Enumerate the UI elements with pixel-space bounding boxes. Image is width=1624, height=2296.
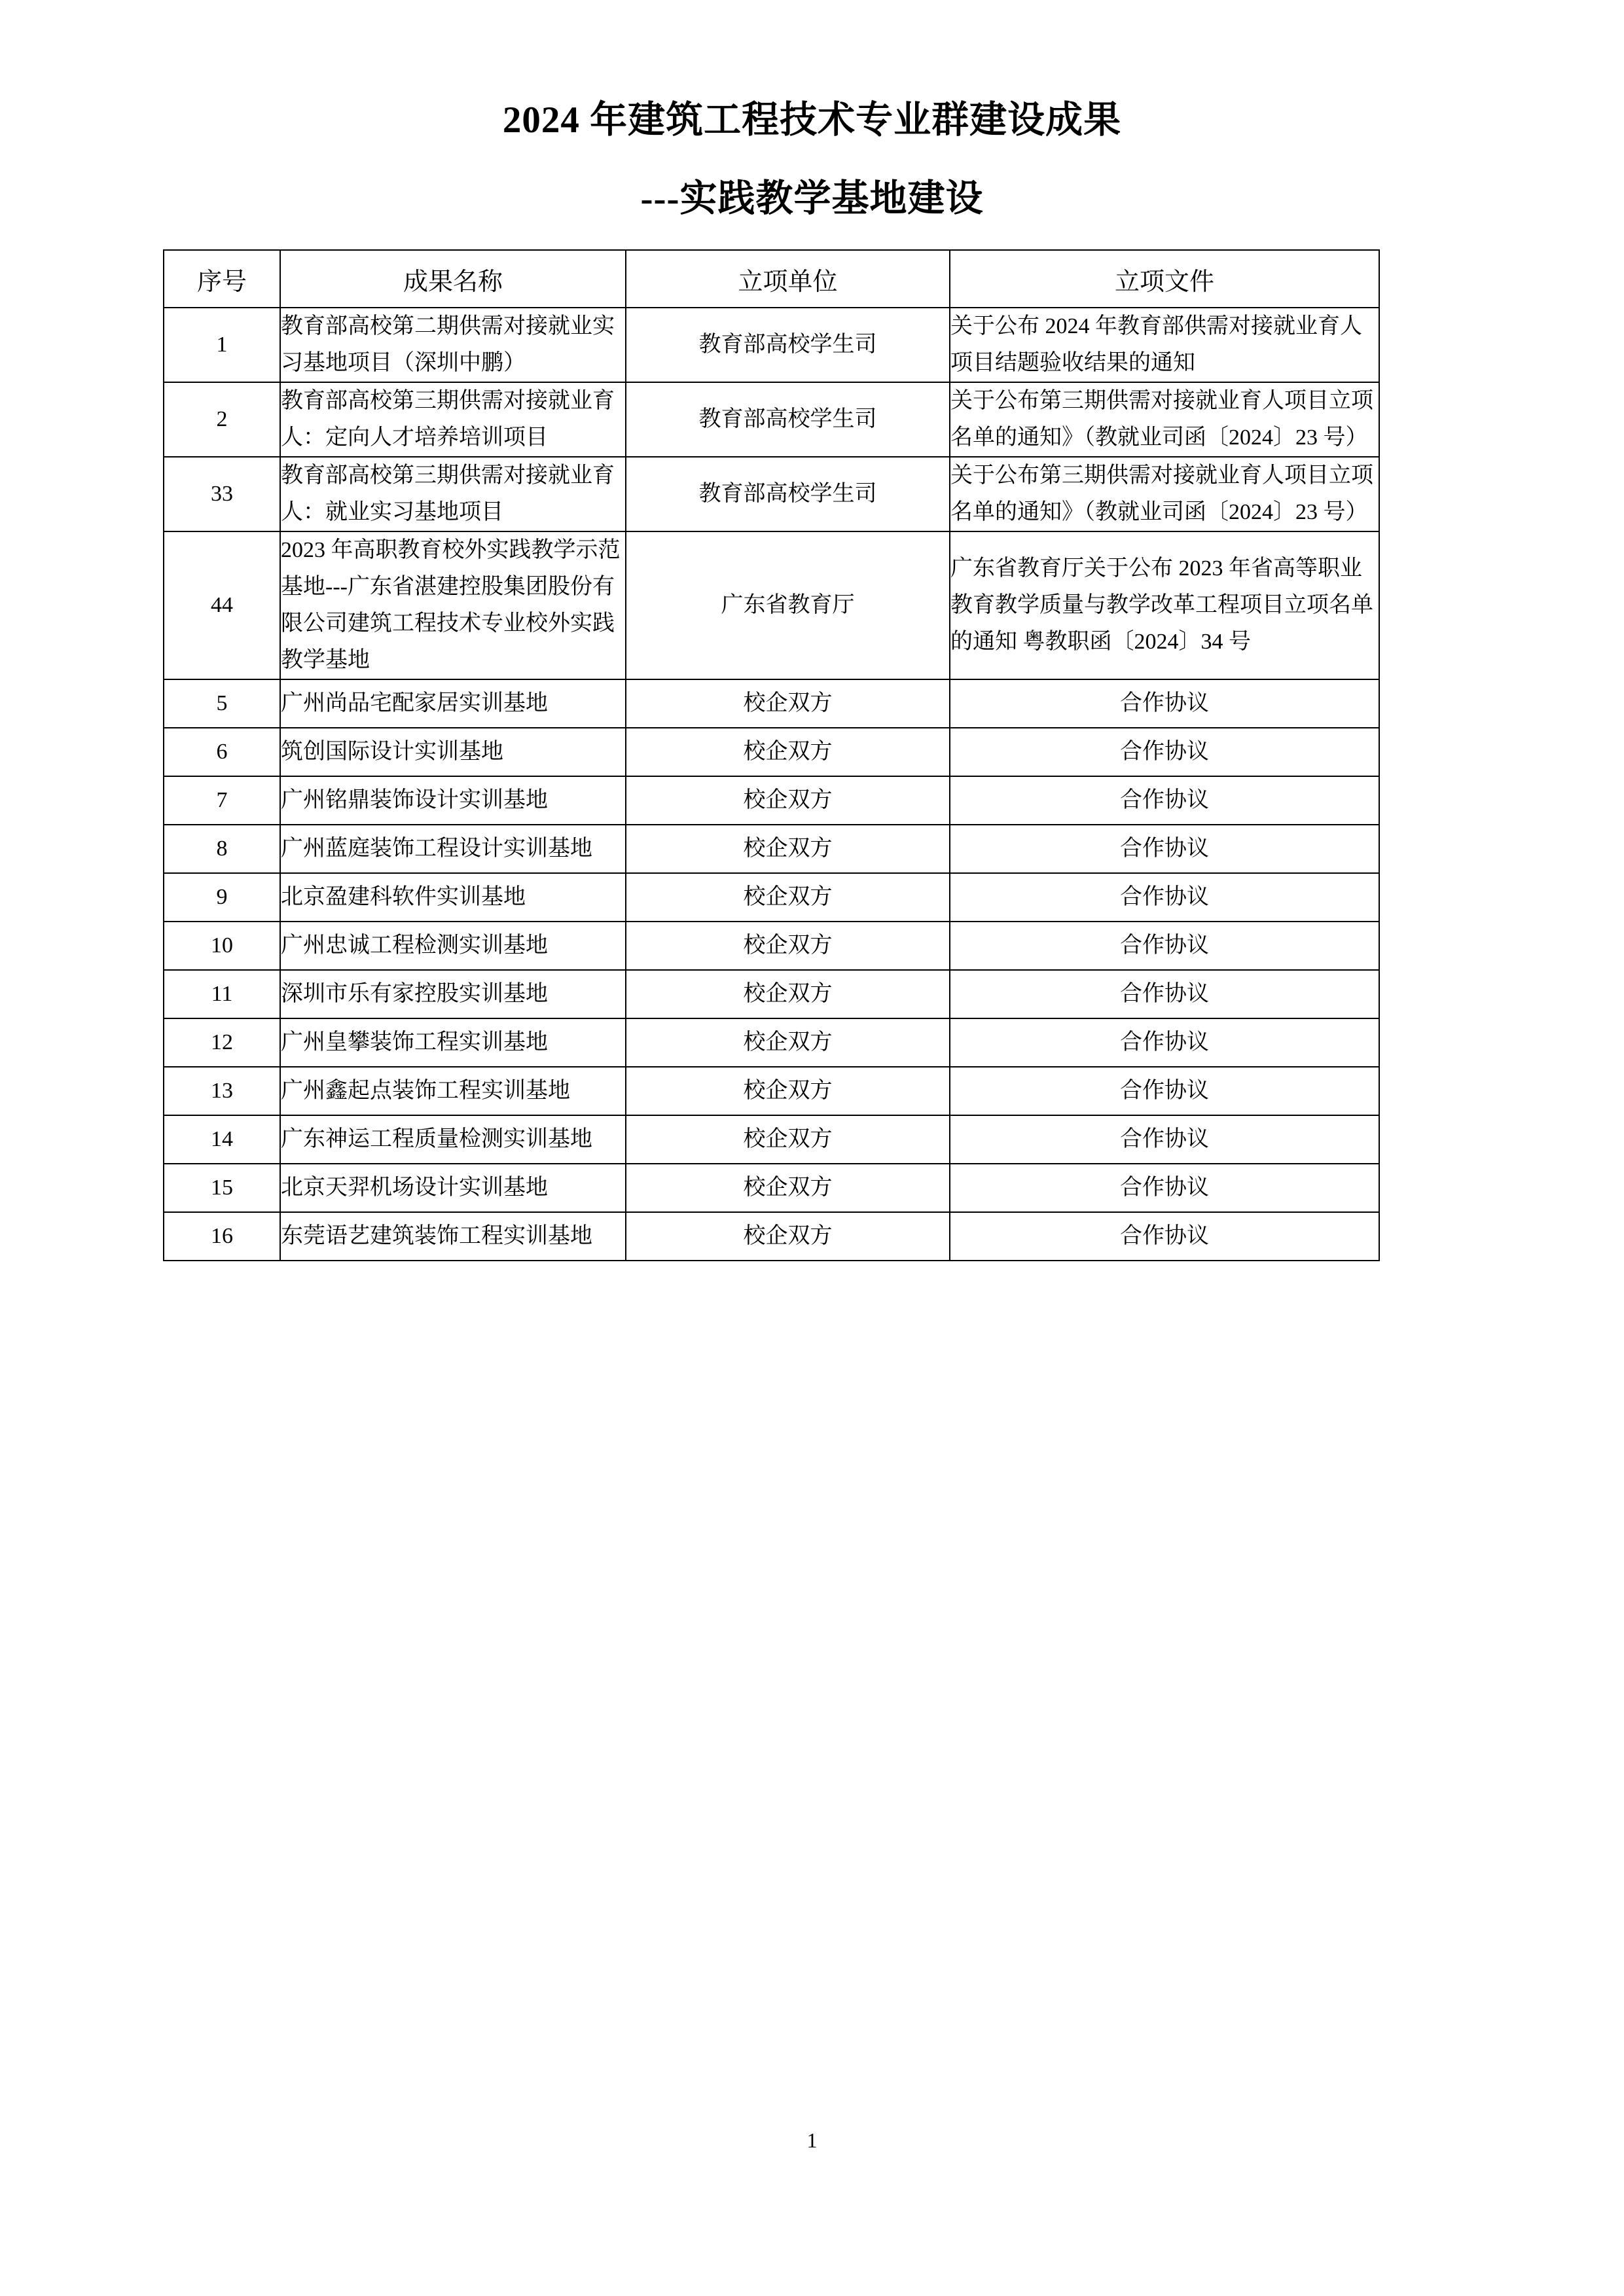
- cell-result-name-text: 东莞语艺建筑装饰工程实训基地: [281, 1224, 592, 1248]
- cell-serial-number-text: 13: [211, 1079, 233, 1103]
- table-row: [164, 1115, 1379, 1164]
- cell-approval-doc-text: 合作协议: [1120, 1127, 1209, 1151]
- column-header-name: 成果名称: [280, 250, 626, 308]
- cell-serial-number-text: 44: [211, 593, 233, 617]
- cell-serial-number: [164, 531, 280, 679]
- cell-approval-doc: [950, 679, 1379, 728]
- cell-serial-number: [164, 1164, 280, 1212]
- cell-approval-doc: [950, 825, 1379, 873]
- cell-approving-unit: [626, 531, 950, 679]
- cell-approval-doc-text: 合作协议: [1120, 885, 1209, 909]
- cell-approving-unit-text: 教育部高校学生司: [698, 407, 877, 431]
- cell-result-name: [280, 728, 626, 776]
- cell-serial-number-text: 11: [211, 982, 233, 1006]
- cell-result-name: [280, 1018, 626, 1067]
- cell-approval-doc-text: 合作协议: [1120, 740, 1209, 764]
- cell-serial-number: [164, 1018, 280, 1067]
- cell-approval-doc-text: 合作协议: [1120, 836, 1209, 861]
- cell-approving-unit: [626, 1115, 950, 1164]
- cell-approval-doc: [950, 776, 1379, 825]
- cell-serial-number: [164, 308, 280, 382]
- table-header: [164, 250, 1379, 308]
- cell-serial-number: [164, 1067, 280, 1115]
- cell-approval-doc-text: 合作协议: [1120, 1175, 1209, 1200]
- cell-result-name: [280, 1212, 626, 1261]
- cell-result-name-text: 广州铭鼎装饰设计实训基地: [281, 788, 548, 812]
- cell-approving-unit: [626, 873, 950, 922]
- cell-approval-doc: [950, 1212, 1379, 1261]
- cell-approval-doc-text: 合作协议: [1120, 788, 1209, 812]
- page-number: 1: [806, 2128, 818, 2152]
- cell-result-name-text: 广州鑫起点装饰工程实训基地: [281, 1079, 570, 1103]
- cell-serial-number-text: 1: [216, 332, 228, 357]
- results-table: [163, 249, 1380, 1261]
- page-subtitle: ---实践教学基地建设: [640, 178, 984, 219]
- cell-serial-number-text: 9: [216, 885, 228, 909]
- cell-approval-doc-text: 合作协议: [1120, 1079, 1209, 1103]
- cell-serial-number-text: 16: [211, 1224, 233, 1248]
- table-header-row: [164, 250, 1379, 308]
- cell-serial-number: [164, 825, 280, 873]
- table-row: [164, 308, 1379, 382]
- cell-result-name-text: 2023 年高职教育校外实践教学示范基地---广东省湛建控股集团股份有限公司建筑工程技术专业校外实践教学基地: [281, 538, 621, 672]
- cell-serial-number: [164, 382, 280, 457]
- table-body: [164, 308, 1379, 1261]
- cell-approval-doc: [950, 308, 1379, 382]
- table-row: [164, 457, 1379, 531]
- cell-approving-unit: [626, 825, 950, 873]
- cell-approval-doc: [950, 922, 1379, 970]
- cell-result-name-text: 广州忠诚工程检测实训基地: [281, 933, 548, 958]
- cell-result-name: [280, 531, 626, 679]
- cell-result-name: [280, 873, 626, 922]
- cell-result-name: [280, 776, 626, 825]
- cell-serial-number: [164, 1115, 280, 1164]
- cell-serial-number-text: 7: [216, 788, 228, 812]
- cell-result-name-text: 广州皇攀装饰工程实训基地: [281, 1030, 548, 1054]
- cell-approving-unit: [626, 1164, 950, 1212]
- cell-approval-doc: [950, 873, 1379, 922]
- table-row: [164, 1067, 1379, 1115]
- document-title-block: [0, 84, 1624, 236]
- cell-approval-doc-text: 关于公布第三期供需对接就业育人项目立项名单的通知》（教就业司函〔2024〕23 号）: [950, 463, 1373, 524]
- column-header-unit: 立项单位: [626, 250, 950, 308]
- cell-approving-unit-text: 教育部高校学生司: [698, 332, 877, 357]
- table-row: [164, 1164, 1379, 1212]
- cell-approving-unit-text: 校企双方: [743, 788, 833, 812]
- cell-serial-number-text: 2: [216, 407, 228, 431]
- cell-result-name: [280, 1115, 626, 1164]
- cell-approving-unit-text: 校企双方: [743, 836, 833, 861]
- cell-approving-unit-text: 校企双方: [743, 885, 833, 909]
- cell-approving-unit-text: 校企双方: [743, 691, 833, 715]
- cell-approval-doc-text: 关于公布第三期供需对接就业育人项目立项名单的通知》（教就业司函〔2024〕23 号）: [950, 389, 1373, 450]
- cell-approval-doc: [950, 1067, 1379, 1115]
- cell-result-name: [280, 457, 626, 531]
- cell-approving-unit-text: 校企双方: [743, 982, 833, 1006]
- cell-approving-unit: [626, 679, 950, 728]
- cell-approving-unit-text: 校企双方: [743, 1030, 833, 1054]
- cell-approving-unit: [626, 457, 950, 531]
- table-row: [164, 531, 1379, 679]
- cell-approval-doc: [950, 728, 1379, 776]
- cell-serial-number-text: 8: [216, 836, 228, 861]
- cell-approving-unit-text: 校企双方: [743, 1224, 833, 1248]
- cell-result-name-text: 深圳市乐有家控股实训基地: [281, 982, 548, 1006]
- table-row: [164, 382, 1379, 457]
- cell-serial-number: [164, 457, 280, 531]
- cell-result-name-text: 广州蓝庭装饰工程设计实训基地: [281, 836, 592, 861]
- cell-approval-doc-text: 广东省教育厅关于公布 2023 年省高等职业 教育教学质量与教学改革工程项目立项名单的通知 粤教职函〔2024〕34 号: [950, 556, 1373, 654]
- cell-approving-unit: [626, 728, 950, 776]
- cell-approval-doc-text: 合作协议: [1120, 691, 1209, 715]
- cell-result-name: [280, 1067, 626, 1115]
- cell-approval-doc: [950, 1018, 1379, 1067]
- cell-approving-unit: [626, 382, 950, 457]
- table-row: [164, 728, 1379, 776]
- cell-result-name: [280, 922, 626, 970]
- cell-approving-unit: [626, 922, 950, 970]
- cell-approving-unit: [626, 1212, 950, 1261]
- cell-result-name-text: 教育部高校第三期供需对接就业育人：定向人才培养培训项目: [281, 389, 615, 450]
- cell-result-name-text: 教育部高校第三期供需对接就业育人：就业实习基地项目: [281, 463, 615, 524]
- cell-approving-unit-text: 校企双方: [743, 933, 833, 958]
- cell-result-name: [280, 825, 626, 873]
- cell-result-name-text: 北京盈建科软件实训基地: [281, 885, 526, 909]
- cell-serial-number-text: 14: [211, 1127, 233, 1151]
- cell-serial-number: [164, 728, 280, 776]
- table-row: [164, 922, 1379, 970]
- cell-result-name: [280, 970, 626, 1018]
- cell-serial-number-text: 5: [216, 691, 228, 715]
- cell-serial-number: [164, 679, 280, 728]
- cell-approving-unit: [626, 776, 950, 825]
- column-header-doc: 立项文件: [950, 250, 1379, 308]
- cell-approval-doc-text: 合作协议: [1120, 1030, 1209, 1054]
- cell-approval-doc-text: 合作协议: [1120, 933, 1209, 958]
- cell-approval-doc-text: 合作协议: [1120, 1224, 1209, 1248]
- cell-approval-doc: [950, 1115, 1379, 1164]
- cell-serial-number: [164, 1212, 280, 1261]
- cell-result-name-text: 广东神运工程质量检测实训基地: [281, 1127, 592, 1151]
- cell-serial-number-text: 10: [211, 933, 233, 958]
- table-row: [164, 825, 1379, 873]
- table-row: [164, 1212, 1379, 1261]
- cell-approving-unit-text: 教育部高校学生司: [698, 482, 877, 506]
- cell-approving-unit: [626, 1018, 950, 1067]
- table-row: [164, 776, 1379, 825]
- cell-result-name: [280, 679, 626, 728]
- cell-result-name-text: 教育部高校第二期供需对接就业实习基地项目（深圳中鹏）: [281, 314, 615, 375]
- cell-approval-doc: [950, 382, 1379, 457]
- table-row: [164, 679, 1379, 728]
- cell-approval-doc: [950, 1164, 1379, 1212]
- cell-approval-doc-text: 合作协议: [1120, 982, 1209, 1006]
- cell-approving-unit-text: 校企双方: [743, 1079, 833, 1103]
- cell-approving-unit: [626, 1067, 950, 1115]
- cell-result-name: [280, 1164, 626, 1212]
- cell-result-name-text: 筑创国际设计实训基地: [281, 740, 503, 764]
- cell-approval-doc: [950, 457, 1379, 531]
- cell-approving-unit-text: 校企双方: [743, 1127, 833, 1151]
- cell-approving-unit: [626, 970, 950, 1018]
- cell-approval-doc: [950, 970, 1379, 1018]
- cell-approval-doc: [950, 531, 1379, 679]
- column-header-no: 序号: [164, 250, 280, 308]
- cell-serial-number-text: 12: [211, 1030, 233, 1054]
- table-row: [164, 873, 1379, 922]
- cell-approval-doc-text: 关于公布 2024 年教育部供需对接就业育人项目结题验收结果的通知: [950, 314, 1362, 375]
- cell-serial-number-text: 6: [216, 740, 228, 764]
- table-row: [164, 970, 1379, 1018]
- cell-approving-unit-text: 校企双方: [743, 740, 833, 764]
- cell-approving-unit-text: 校企双方: [743, 1175, 833, 1200]
- cell-result-name: [280, 382, 626, 457]
- cell-serial-number: [164, 776, 280, 825]
- results-table-container: [163, 249, 1379, 1261]
- page-title: 2024 年建筑工程技术专业群建设成果: [502, 99, 1122, 141]
- cell-serial-number-text: 15: [211, 1175, 233, 1200]
- cell-approving-unit-text: 广东省教育厅: [721, 593, 855, 617]
- cell-result-name: [280, 308, 626, 382]
- cell-serial-number: [164, 922, 280, 970]
- cell-result-name-text: 广州尚品宅配家居实训基地: [281, 691, 548, 715]
- cell-serial-number: [164, 970, 280, 1018]
- cell-result-name-text: 北京天羿机场设计实训基地: [281, 1175, 548, 1200]
- cell-serial-number-text: 33: [211, 482, 233, 506]
- cell-approving-unit: [626, 308, 950, 382]
- table-row: [164, 1018, 1379, 1067]
- cell-serial-number: [164, 873, 280, 922]
